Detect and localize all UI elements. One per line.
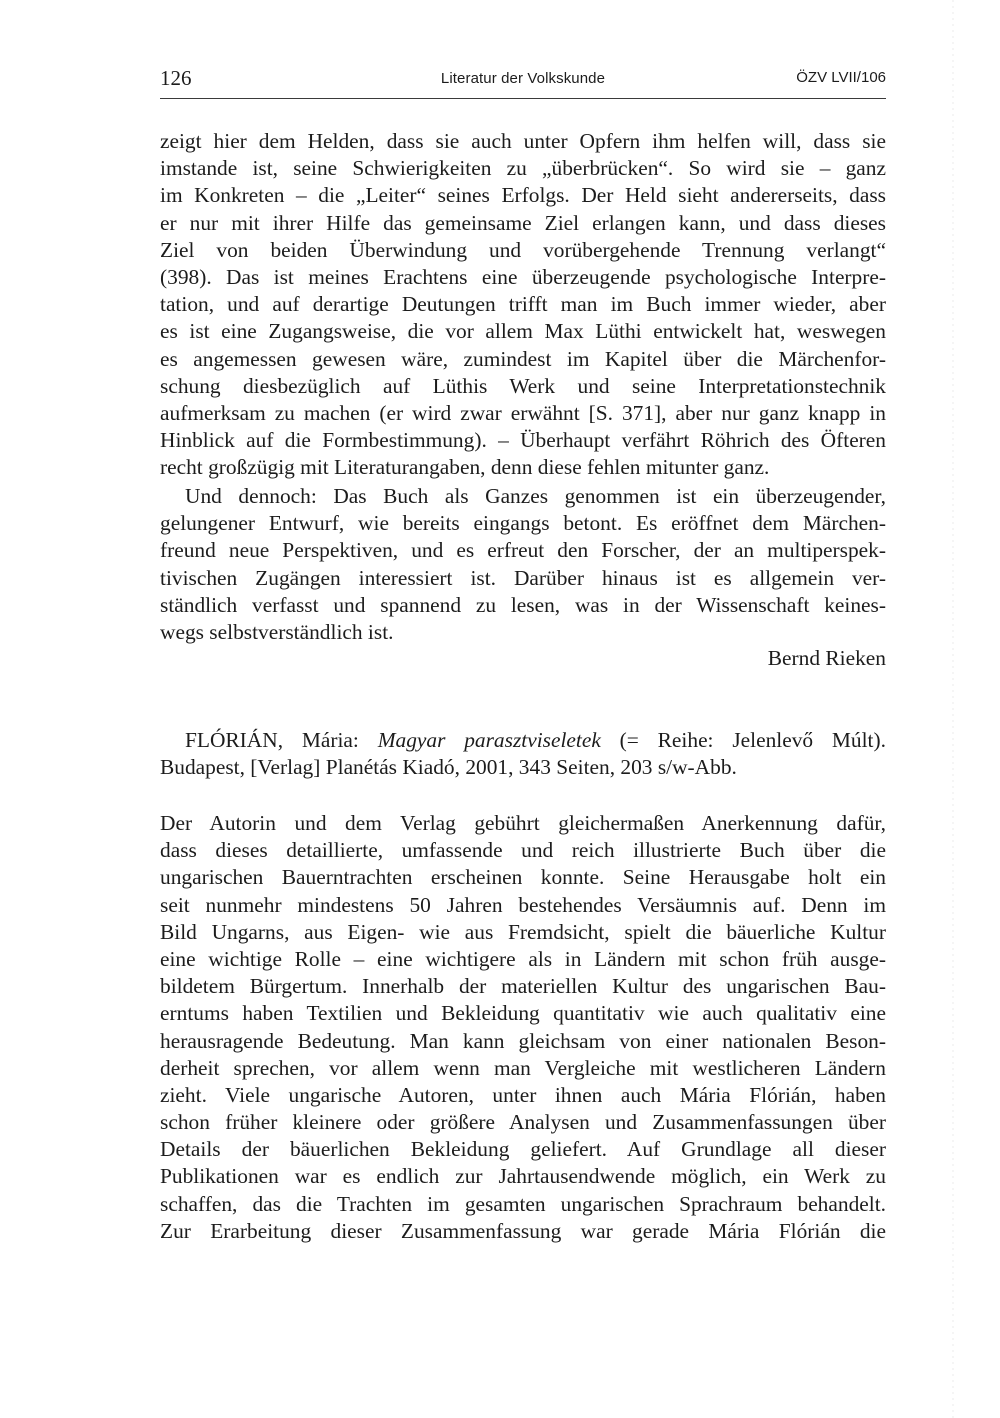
text-line: wegs selbstverständlich ist. [160, 619, 394, 644]
book-series: (= Reihe: Jelenlevő Múlt). [619, 728, 886, 752]
text-line: Bild Ungarns, aus Eigen- wie aus Fremdsicht, spielt die bäuerliche Kultur [160, 919, 886, 944]
text-line: seit nunmehr mindestens 50 Jahren bestehendes Versäumnis auf. Denn im [160, 892, 886, 917]
text-line: derheit sprechen, vor allem wenn man Vergleiche mit westlicheren Ländern [160, 1055, 886, 1080]
text-line: tivischen Zugängen interessiert ist. Darüber hinaus ist es allgemein ver- [160, 565, 886, 590]
text-line: gelungener Entwurf, wie bereits eingangs betont. Es eröffnet dem Märchen- [160, 511, 886, 536]
book-author: FLÓRIÁN, Mária: [185, 728, 359, 752]
biblio-line-1 [160, 727, 886, 754]
text-line: bildetem Bürgertum. Innerhalb der materiellen Kultur des ungarischen Bau- [160, 974, 886, 999]
section-title: Literatur der Volkskunde [440, 70, 606, 87]
text-line: Der Autorin und dem Verlag gebührt gleichermaßen Anerkennung dafür, [160, 811, 886, 835]
text-line: zieht. Viele ungarische Autoren, unter ihnen auch Mária Flórián, haben [160, 1082, 886, 1107]
text-line: Hinblick auf die Formbestimmung). – Überhaupt verfährt Röhrich des Öfteren [160, 428, 886, 453]
bibliographic-entry [160, 727, 886, 781]
text-line: Ziel von beiden Überwindung und vorübergehende Trennung verlangt“ [160, 237, 886, 262]
text-line: es angemessen gewesen wäre, zumindest im Kapitel über die Märchenfor- [160, 346, 886, 371]
review-2-body [160, 810, 886, 1245]
text-line: ungarischen Bauerntrachten erscheinen konnte. Seine Herausgabe holt ein [160, 865, 886, 890]
book-title: Magyar parasztviseletek [377, 728, 601, 752]
review-1-paragraph-2 [160, 483, 886, 646]
page-number: 126 [160, 66, 192, 90]
text-line: Details der bäuerlichen Bekleidung geliefert. Auf Grundlage all dieser [160, 1137, 886, 1162]
text-line: Und dennoch: Das Buch als Ganzes genommen ist ein überzeugender, [185, 484, 886, 508]
text-line: Publikationen war es endlich zur Jahrtausendwende möglich, ein Werk zu [160, 1164, 886, 1189]
text-line: schaffen, das die Trachten im gesamten ungarischen Sprachraum behandelt. [160, 1191, 886, 1216]
text-line: ständlich verfasst und spannend zu lesen, was in der Wissenschaft keines- [160, 592, 886, 617]
text-line: Zur Erarbeitung dieser Zusammenfassung war gerade Mária Flórián die [160, 1218, 886, 1243]
text-line: aufmerksam zu machen (er wird zwar erwähnt [S. 371], aber nur ganz knapp in [160, 400, 886, 425]
scan-edge-artifact [952, 0, 954, 1418]
text-line: es ist eine Zugangsweise, die vor allem Max Lüthi entwickelt hat, weswegen [160, 319, 886, 344]
review-1-paragraph-1 [160, 128, 886, 481]
text-line: im Konkreten – die „Leiter“ seines Erfolgs. Der Held sieht andererseits, dass [160, 183, 886, 208]
text-line: freund neue Perspektiven, und es erfreut den Forscher, der an multiperspek- [160, 538, 886, 563]
reviewer-signature: Bernd Rieken [767, 646, 886, 670]
text-line: imstande ist, seine Schwierigkeiten zu „überbrücken“. So wird sie – ganz [160, 156, 886, 181]
text-line: (398). Das ist meines Erachtens eine überzeugende psychologische Interpre- [160, 264, 886, 289]
biblio-line-2: Budapest, [Verlag] Planétás Kiadó, 2001, 343 Seiten, 203 s/w-Abb. [160, 755, 737, 780]
text-line: schon früher kleinere oder größere Analysen und Zusammenfassungen über [160, 1110, 886, 1135]
text-line: erntums haben Textilien und Bekleidung quantitativ wie auch qualitativ eine [160, 1001, 886, 1026]
running-header [160, 66, 886, 94]
text-line: er nur mit ihrer Hilfe das gemeinsame Ziel erlangen kann, und dass dieses [160, 210, 886, 235]
text-line: recht großzügig mit Literaturangaben, denn diese fehlen mitunter ganz. [160, 455, 770, 480]
issue-label: ÖZV LVII/106 [796, 69, 886, 86]
text-line: schung diesbezüglich auf Lüthis Werk und seine Interpretationstechnik [160, 373, 886, 398]
header-rule [160, 98, 886, 99]
text-line: tation, und auf derartige Deutungen trifft man im Buch immer wieder, aber [160, 292, 886, 317]
text-line: herausragende Bedeutung. Man kann gleichsam von einer nationalen Beson- [160, 1028, 886, 1053]
text-line: zeigt hier dem Helden, dass sie auch unter Opfern ihm helfen will, dass sie [160, 129, 886, 153]
text-line: dass dieses detaillierte, umfassende und reich illustrierte Buch über die [160, 838, 886, 863]
text-line: eine wichtige Rolle – eine wichtigere als in Ländern mit schon früh ausge- [160, 946, 886, 971]
